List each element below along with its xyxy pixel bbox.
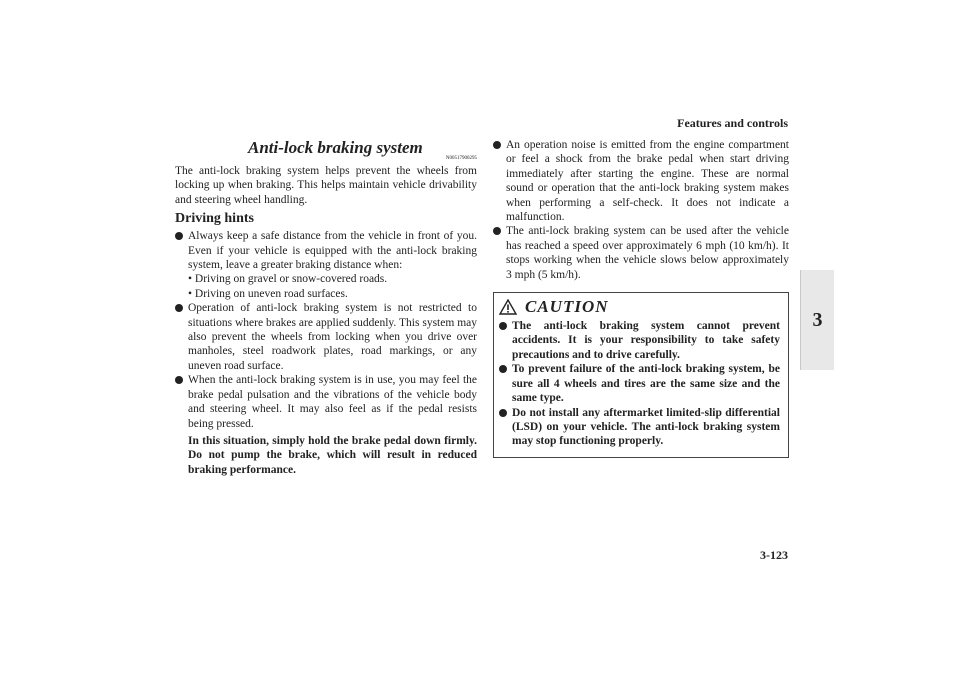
section-title: Anti-lock braking system	[248, 138, 423, 157]
chapter-tab	[800, 270, 834, 370]
sub-item-uneven: • Driving on uneven road surfaces.	[188, 287, 348, 300]
caution-title: CAUTION	[525, 297, 609, 317]
subheading-driving-hints: Driving hints	[175, 211, 254, 227]
sub-item-gravel: • Driving on gravel or snow-covered roads.	[188, 273, 388, 286]
left-column	[175, 138, 477, 477]
page-number: 3-123	[760, 548, 788, 562]
intro-paragraph: The anti-lock braking system helps prevent the wheels from locking up when braking. This helps maintain vehicle drivability and steering wheel handling.	[175, 165, 477, 206]
chapter-number: 3	[812, 308, 823, 331]
caution-header	[499, 297, 780, 317]
caution-item-text: Do not install any aftermarket limited-slip differential (LSD) on your vehicle. The anti-lock braking system may stop functioning properly.	[512, 406, 780, 448]
bullet-text: When the anti-lock braking system is in use, you may feel the brake pedal pulsation and the vibrations of the vehicle body and steering wheel. It may also feel as if the pedal resists being pressed.	[188, 374, 477, 430]
caution-item-lsd	[499, 406, 780, 449]
section-code: N00517900295	[445, 156, 477, 161]
caution-item-text: The anti-lock braking system cannot prevent accidents. It is your responsibility to take safety precautions and to drive carefully.	[512, 320, 780, 361]
bullet-dot-icon	[175, 232, 183, 240]
bullet-dot-icon	[499, 365, 507, 373]
bullet-speed-threshold	[493, 224, 789, 282]
bullet-operation-noise	[493, 138, 789, 224]
bullet-text: The anti-lock braking system can be used after the vehicle has reached a speed over approximately 6 mph (10 km/h). It stops working when the vehicle slows below approximately 3 mph (5 km/h).	[506, 225, 789, 281]
bullet-not-restricted	[175, 301, 477, 373]
bullet-pedal-pulsation	[175, 373, 477, 477]
right-column	[493, 138, 789, 458]
bold-note: In this situation, simply hold the brake pedal down firmly. Do not pump the brake, which will result in reduced braking performance.	[188, 434, 477, 476]
bullet-dot-icon	[493, 141, 501, 149]
caution-item-accidents	[499, 319, 780, 362]
caution-item-text: To prevent failure of the anti-lock braking system, be sure all 4 wheels and tires are the same size and the same type.	[512, 363, 780, 405]
bullet-dot-icon	[499, 409, 507, 417]
bullet-text: An operation noise is emitted from the engine compartment or feel a shock from the brake pedal when start driving immediately after starting the engine. These are normal sound or operation that the anti-lock braking system makes when performing a self-check. It does not indicate a malfunction.	[506, 139, 789, 224]
header-title: Features and controls	[677, 116, 788, 130]
warning-triangle-icon	[499, 299, 517, 315]
bullet-text: Always keep a safe distance from the vehicle in front of you. Even if your vehicle is equipped with the anti-lock braking system, leave a greater braking distance when:	[188, 230, 477, 272]
bullet-dot-icon	[493, 227, 501, 235]
bullet-dot-icon	[175, 304, 183, 312]
caution-item-tires	[499, 362, 780, 405]
bullet-text: Operation of anti-lock braking system is not restricted to situations where brakes are applied suddenly. This system may also prevent the wheels from locking when you drive over manholes, steel roadwork plates, road markings, or any uneven road surface.	[188, 302, 477, 372]
bullet-dot-icon	[175, 376, 183, 384]
caution-box	[493, 292, 789, 458]
bullet-dot-icon	[499, 322, 507, 330]
bullet-safe-distance	[175, 229, 477, 301]
